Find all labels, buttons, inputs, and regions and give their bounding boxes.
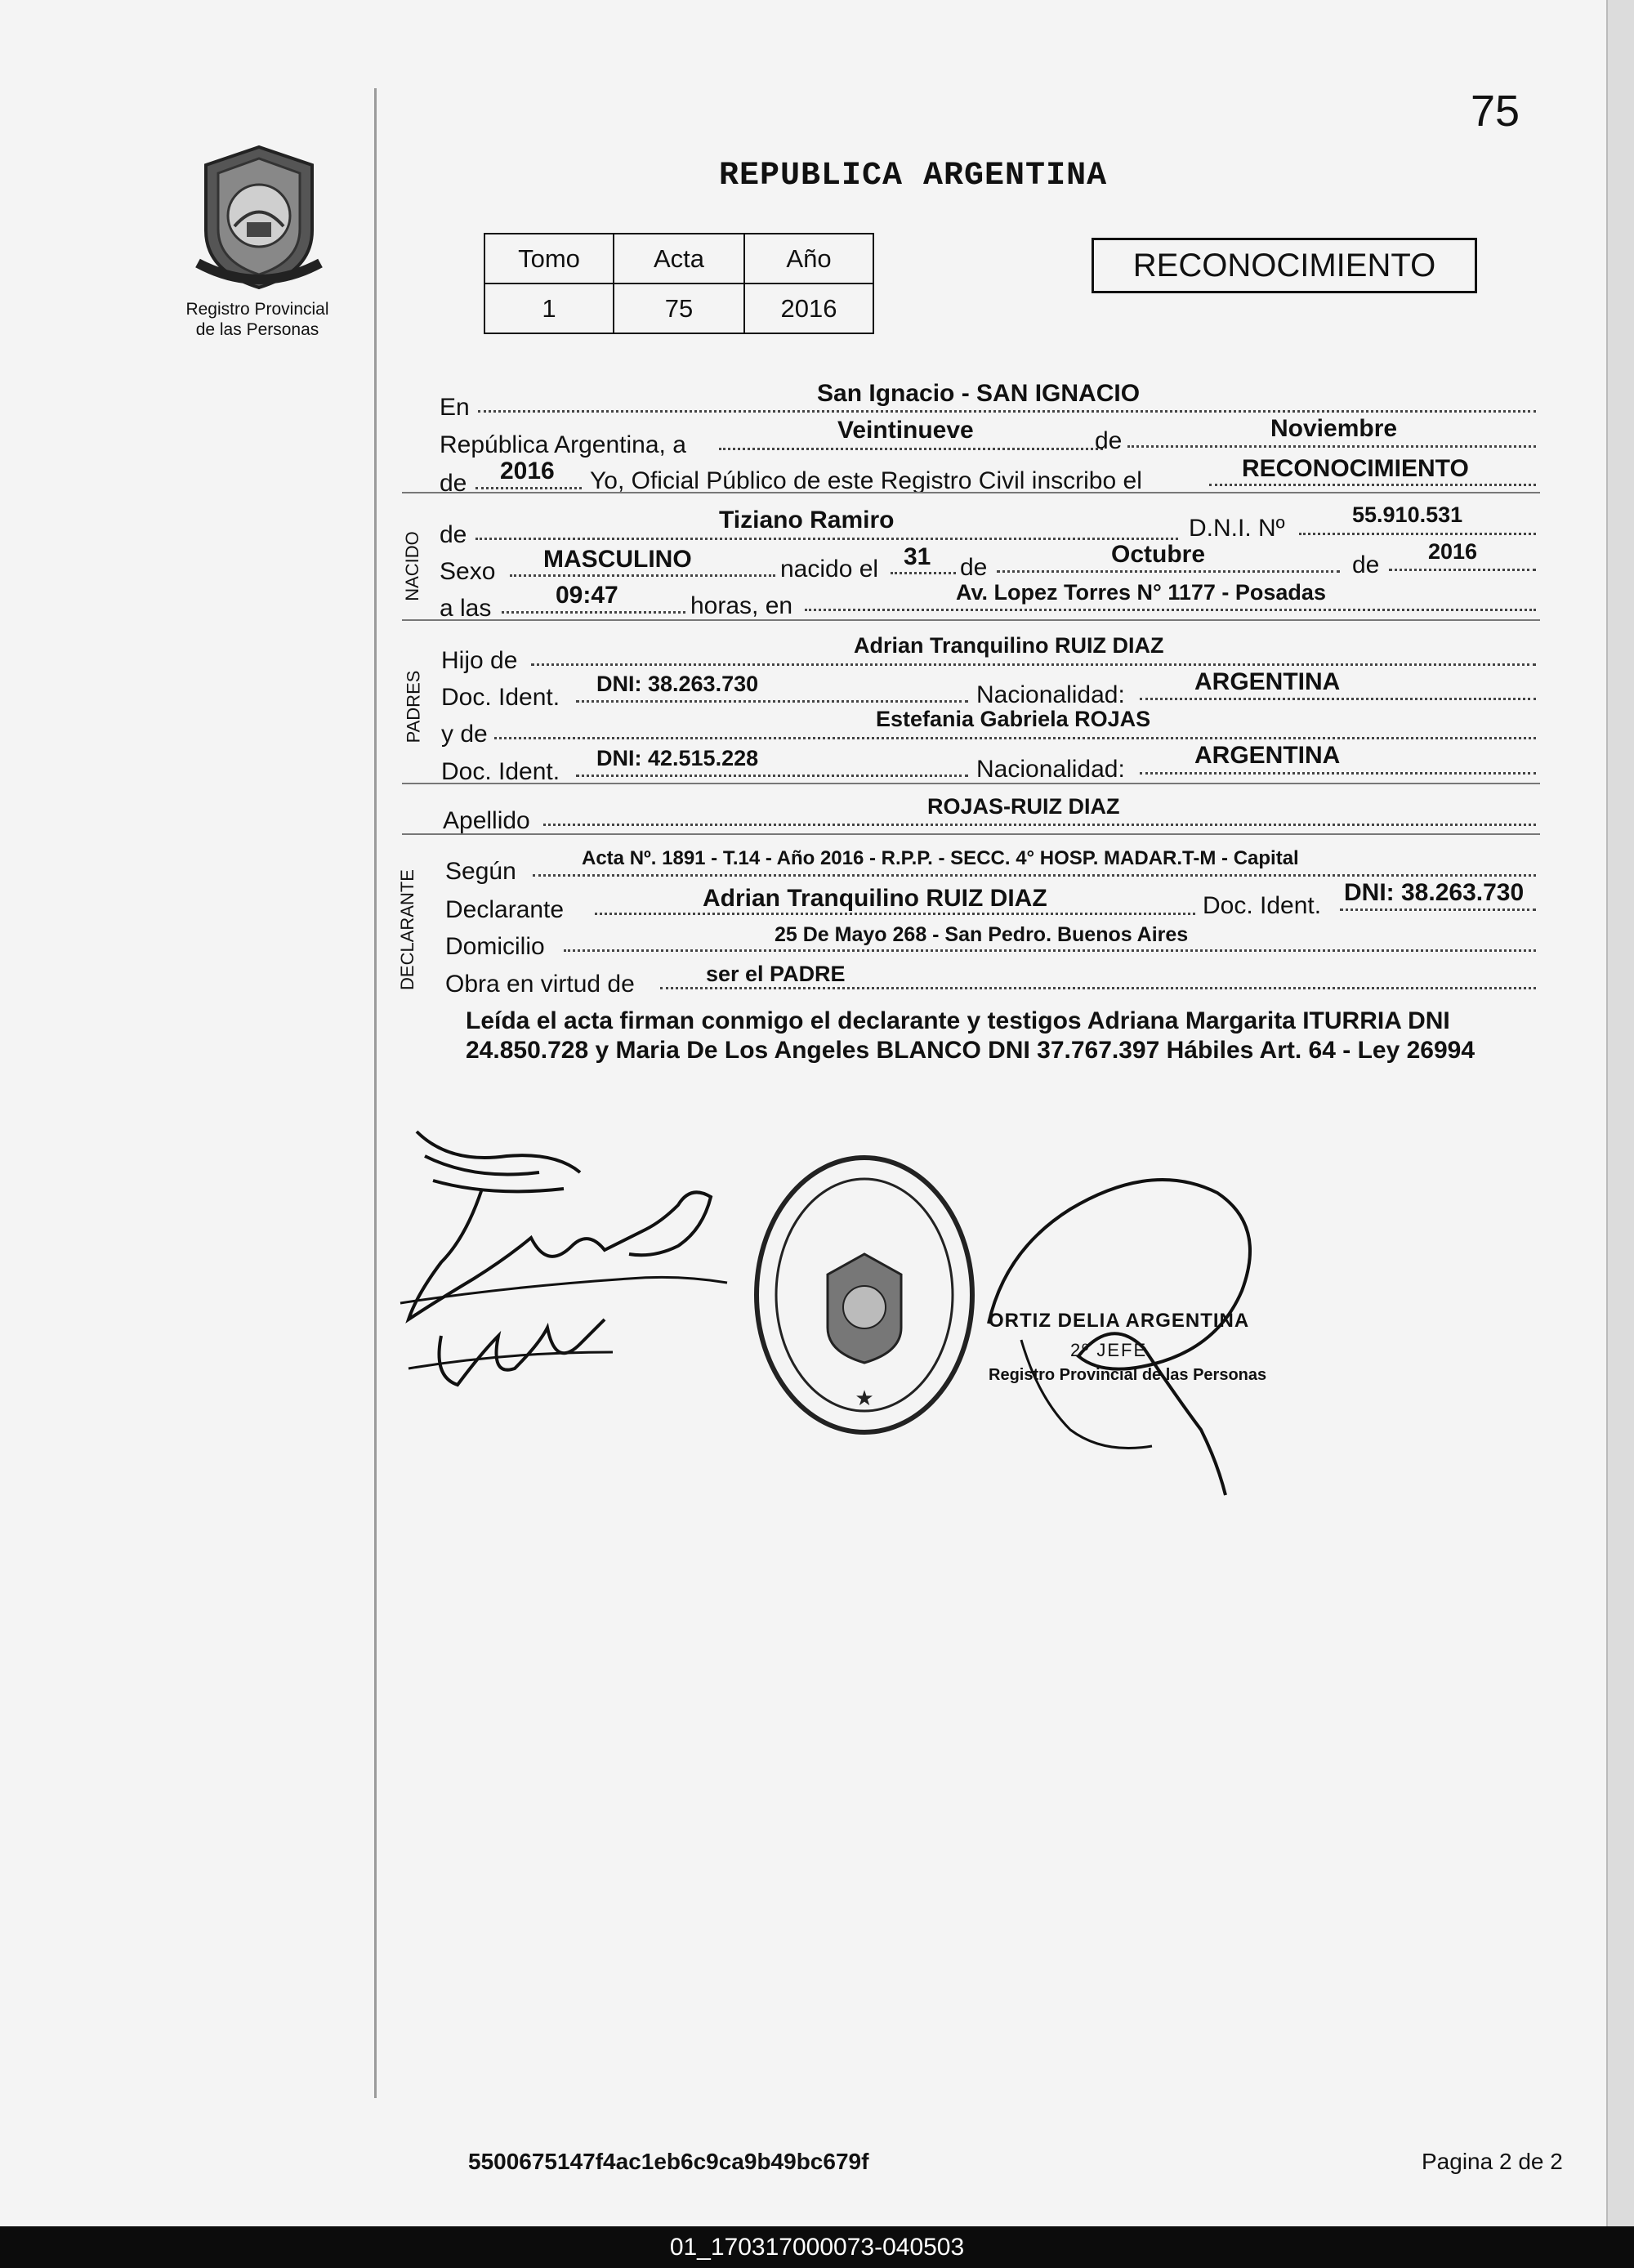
label-segun: Según: [445, 858, 516, 885]
volume-table-value-row: [484, 284, 873, 333]
province-coat-of-arms-logo: [190, 141, 328, 292]
dotted-line: [997, 570, 1340, 573]
value-declarante-doc: DNI: 38.263.730: [1344, 879, 1525, 906]
dotted-line: [510, 574, 775, 577]
value-nac-dia: 31: [904, 543, 931, 570]
margin-line: [374, 88, 377, 2098]
document-title: REPUBLICA ARGENTINA: [719, 158, 1108, 194]
dotted-line: [1340, 909, 1536, 911]
table-cell-tomo: 1: [484, 284, 614, 333]
dotted-line: [576, 700, 968, 703]
act-type-box: RECONOCIMIENTO: [1092, 238, 1477, 293]
dotted-line: [531, 663, 1536, 666]
value-lugar: San Ignacio - SAN IGNACIO: [817, 380, 1141, 407]
label-doc-ident: Doc. Ident.: [441, 684, 560, 711]
dotted-line: [475, 538, 1178, 540]
section-divider: [402, 492, 1540, 493]
dotted-line: [564, 949, 1536, 952]
label-en: En: [440, 394, 470, 421]
value-lugar-nac: Av. Lopez Torres N° 1177 - Posadas: [956, 580, 1326, 605]
dotted-line: [543, 824, 1536, 826]
dotted-line: [533, 874, 1536, 877]
dotted-line: [719, 448, 1103, 450]
dotted-line: [805, 609, 1536, 611]
value-dni: 55.910.531: [1352, 502, 1463, 527]
value-mes: Noviembre: [1270, 415, 1398, 442]
label-de: de: [1352, 551, 1380, 578]
section-divider: [402, 783, 1540, 784]
registry-caption: Registro Provincial de las Personas: [185, 300, 329, 339]
official-stamp-office: Registro Provincial de las Personas: [989, 1366, 1267, 1384]
dotted-line: [494, 737, 1536, 739]
dotted-line: [1209, 484, 1536, 486]
svg-text:★: ★: [855, 1386, 874, 1410]
label-de: de: [960, 554, 988, 581]
value-segun: Acta Nº. 1891 - T.14 - Año 2016 - R.P.P. - SECC. 4° HOSP. MADAR.T-M - Capital: [582, 847, 1299, 869]
value-nac-mes: Octubre: [1111, 541, 1206, 568]
section-divider: [402, 619, 1540, 621]
dotted-line: [1389, 569, 1536, 571]
table-header-acta: Acta: [614, 234, 744, 284]
side-label-padres: PADRES: [403, 670, 424, 743]
value-declarante: Adrian Tranquilino RUIZ DIAZ: [703, 885, 1047, 912]
label-de: de: [440, 470, 467, 497]
label-yo: Yo, Oficial Público de este Registro Civil inscribo el: [590, 467, 1142, 494]
dotted-line: [576, 775, 968, 777]
value-obra: ser el PADRE: [706, 962, 846, 986]
dotted-line: [1127, 445, 1536, 448]
value-padre-doc: DNI: 38.263.730: [596, 672, 759, 696]
label-doc-ident: Doc. Ident.: [1203, 892, 1322, 919]
value-madre: Estefania Gabriela ROJAS: [876, 707, 1151, 731]
document-hash: 5500675147f4ac1eb6c9ca9b49bc679f: [468, 2149, 869, 2174]
value-anio: 2016: [500, 458, 555, 484]
registry-round-seal: [750, 1152, 979, 1438]
page-indicator: Pagina 2 de 2: [1422, 2149, 1563, 2174]
dotted-line: [1299, 533, 1536, 535]
label-a-las: a las: [440, 595, 492, 622]
label-republica: República Argentina, a: [440, 431, 686, 458]
value-sexo: MASCULINO: [543, 546, 692, 573]
label-domicilio: Domicilio: [445, 933, 545, 960]
file-id-bar: 01_170317000073-040503: [0, 2226, 1634, 2268]
dotted-line: [660, 987, 1536, 989]
label-apellido: Apellido: [443, 807, 530, 834]
value-padre-nac: ARGENTINA: [1194, 668, 1341, 695]
dotted-line: [595, 913, 1195, 915]
value-hora: 09:47: [556, 582, 618, 609]
label-sexo: Sexo: [440, 558, 496, 585]
label-hijo-de: Hijo de: [441, 647, 518, 674]
label-nacionalidad: Nacionalidad:: [976, 756, 1125, 783]
page-edge: [1606, 0, 1634, 2226]
label-dni: D.N.I. Nº: [1189, 515, 1285, 542]
table-cell-acta: 75: [614, 284, 744, 333]
dotted-line: [478, 410, 1536, 413]
value-madre-doc: DNI: 42.515.228: [596, 746, 759, 770]
value-madre-nac: ARGENTINA: [1194, 742, 1341, 769]
section-divider: [402, 833, 1540, 835]
label-nacido-el: nacido el: [780, 556, 879, 583]
value-domicilio: 25 De Mayo 268 - San Pedro. Buenos Aires: [775, 923, 1189, 946]
value-tipo-inscripcion: RECONOCIMIENTO: [1242, 455, 1469, 482]
label-y-de: y de: [441, 721, 488, 748]
label-de: de: [440, 521, 467, 548]
volume-table-header-row: [484, 234, 873, 284]
dotted-line: [1140, 698, 1536, 700]
side-label-declarante: DECLARANTE: [396, 869, 417, 990]
value-apellido: ROJAS-RUIZ DIAZ: [927, 794, 1120, 819]
page-number: 75: [1471, 87, 1520, 136]
label-de: de: [1095, 427, 1123, 454]
side-label-nacido: NACIDO: [401, 531, 422, 601]
table-header-tomo: Tomo: [484, 234, 614, 284]
dotted-line: [502, 611, 685, 614]
table-cell-anio: 2016: [744, 284, 873, 333]
official-stamp-name: ORTIZ DELIA ARGENTINA: [989, 1310, 1250, 1332]
value-padre: Adrian Tranquilino RUIZ DIAZ: [854, 633, 1164, 658]
declarant-signature: [384, 1107, 760, 1434]
label-declarante: Declarante: [445, 896, 565, 923]
table-header-anio: Año: [744, 234, 873, 284]
official-stamp-role: 2º JEFE: [1070, 1340, 1148, 1360]
value-nombre: Tiziano Ramiro: [719, 507, 895, 534]
volume-table: [484, 233, 874, 334]
dotted-line: [475, 487, 582, 489]
label-horas-en: horas, en: [690, 592, 793, 619]
value-dia: Veintinueve: [837, 417, 974, 444]
dotted-line: [891, 572, 956, 574]
closing-statement: Leída el acta firman conmigo el declarante y testigos Adriana Margarita ITURRIA DNI 24.850.728 y Maria De Los Angeles BLANCO DNI 37.767.397 Hábiles Art. 64 - Ley 26994: [466, 1007, 1476, 1064]
label-obra: Obra en virtud de: [445, 971, 635, 998]
label-doc-ident: Doc. Ident.: [441, 758, 560, 785]
value-nac-anio: 2016: [1428, 539, 1478, 564]
label-nacionalidad: Nacionalidad:: [976, 681, 1125, 708]
dotted-line: [1140, 772, 1536, 775]
